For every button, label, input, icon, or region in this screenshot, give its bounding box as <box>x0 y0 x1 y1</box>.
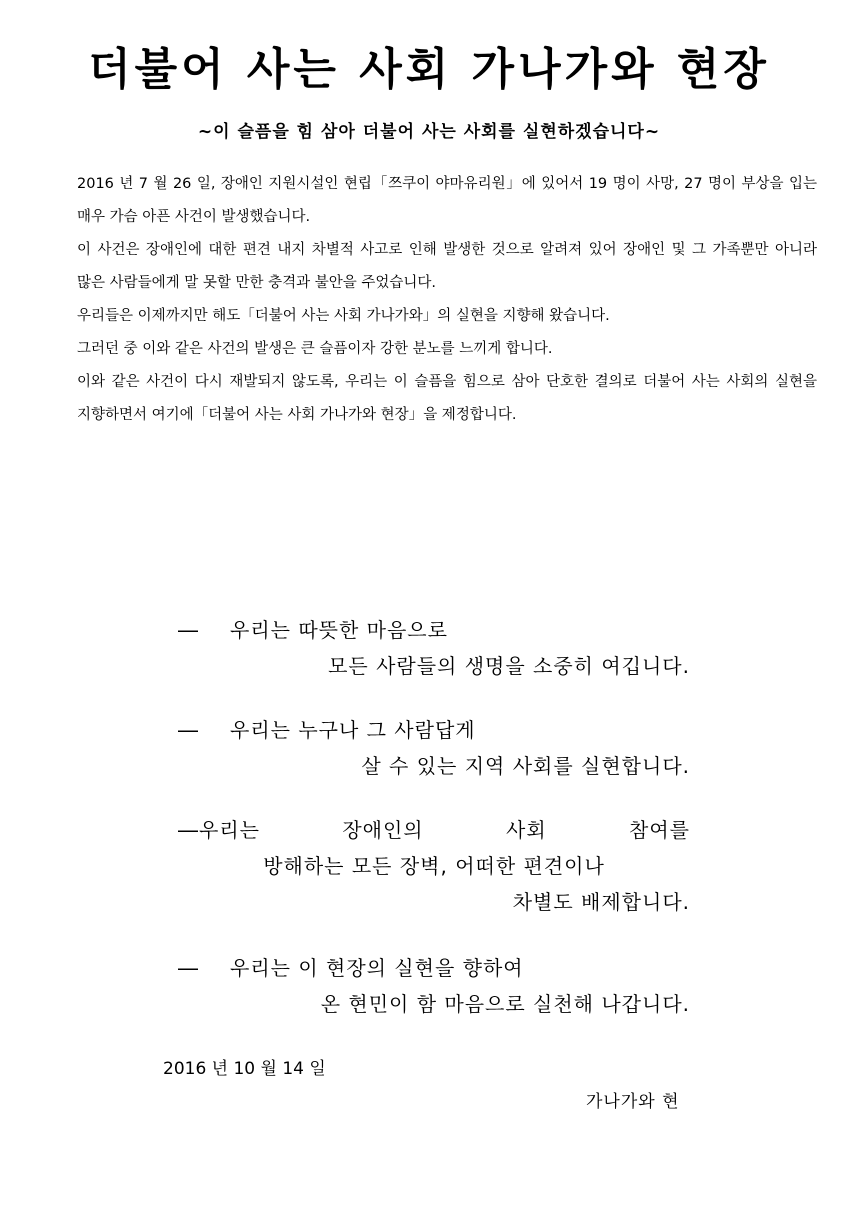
creed-item-1 <box>178 612 690 684</box>
creed-item-2 <box>178 712 690 784</box>
creed-line: 살 수 있는 지역 사회를 실현합니다. <box>361 754 690 778</box>
creed-text: 우리는 따뜻한 마음으로 <box>230 618 448 642</box>
intro-paragraph: 2016 년 7 월 26 일, 장애인 지원시설인 현립「쯔쿠이 야마유리원」에 있어서 19 명이 사망, 27 명이 부상을 입는 매우 가슴 아픈 사건이 발생했습니다. <box>77 176 817 225</box>
intro-paragraph: 우리들은 이제까지만 해도「더불어 사는 사회 가나가와」의 실현을 지향해 왔습니다. <box>77 308 610 324</box>
creed-line <box>178 712 690 748</box>
creed-item-4 <box>178 950 690 1022</box>
creed-dash: ― <box>178 818 199 842</box>
creed-item-3 <box>178 812 690 920</box>
creed-word: 사회 <box>506 818 547 842</box>
creed-text: 우리는 이 현장의 실현을 향하여 <box>230 956 524 980</box>
creed-line: 방해하는 모든 장벽, 어떠한 편견이나 <box>263 854 605 878</box>
creed-word: 참여를 <box>629 818 690 842</box>
creed-line <box>178 812 690 848</box>
creed-dash: ― <box>178 718 199 742</box>
creed-dash: ― <box>178 618 199 642</box>
intro-text <box>77 168 817 432</box>
creed-text <box>178 812 260 848</box>
intro-paragraph: 이 사건은 장애인에 대한 편견 내지 차별적 사고로 인해 발생한 것으로 알려져 있어 장애인 및 그 가족뿐만 아니라 많은 사람들에게 말 못할 만한 충격과 불안을 주었습니다. <box>77 242 817 291</box>
creed-line: 차별도 배제합니다. <box>512 890 690 914</box>
creed-word: 우리는 <box>199 818 260 842</box>
creed-word: 장애인의 <box>342 818 424 842</box>
creed-text: 우리는 누구나 그 사람답게 <box>230 718 476 742</box>
document-date: 2016 년 10 월 14 일 <box>163 1059 326 1079</box>
intro-paragraph: 그러던 중 이와 같은 사건의 발생은 큰 슬픔이자 강한 분노를 느끼게 합니다. <box>77 341 553 357</box>
creed-line <box>178 950 690 986</box>
document-subtitle: ∼이 슬픔을 힘 삼아 더불어 사는 사회를 실현하겠습니다∼ <box>197 122 661 142</box>
creed-dash: ― <box>178 956 199 980</box>
intro-paragraph: 이와 같은 사건이 다시 재발되지 않도록, 우리는 이 슬픔을 힘으로 삼아 단호한 결의로 더불어 사는 사회의 실현을 지향하면서 여기에「더불어 사는 사회 가나가와 현장」을 제정합니다. <box>77 374 817 423</box>
creed-line <box>178 612 690 648</box>
document-title: 더불어 사는 사회 가나가와 현장 <box>88 44 770 95</box>
creed-line: 온 현민이 함 마음으로 실천해 나갑니다. <box>320 992 690 1016</box>
document-signature: 가나가와 현 <box>586 1092 680 1112</box>
creed-line: 모든 사람들의 생명을 소중히 여깁니다. <box>328 654 690 678</box>
